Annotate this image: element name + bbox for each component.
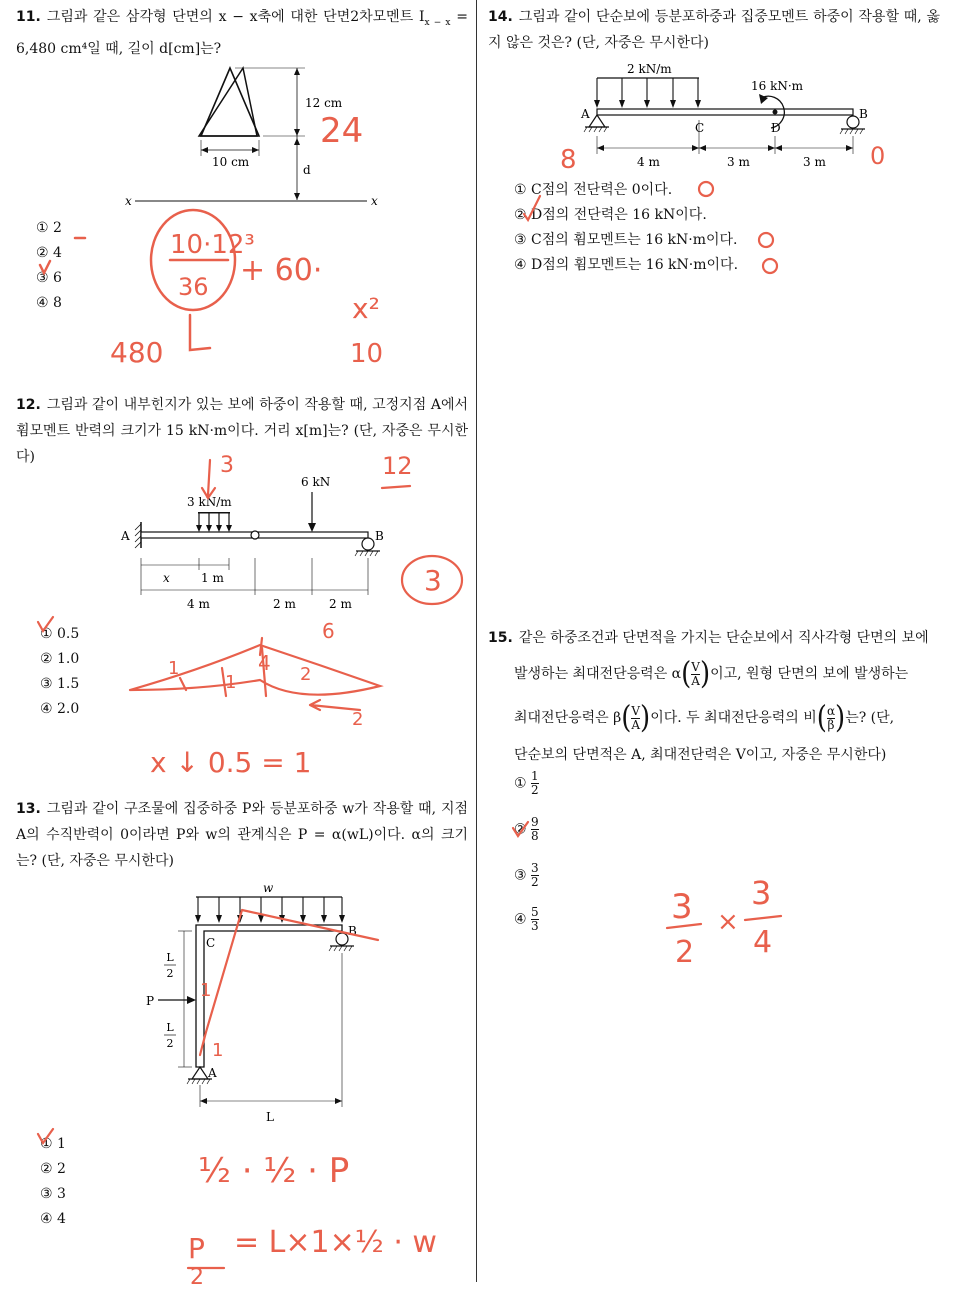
question-14-stem: 14. 그림과 같이 단순보에 등분포하중과 집중모멘트 하중이 작용할 때, 옳지 않은 것은? (단, 자중은 무시한다) (488, 9, 940, 51)
question-15-line4: 단순보의 단면적은 A, 최대전단력은 V이고, 자중은 무시한다) (514, 747, 887, 763)
svg-text:L: L (166, 951, 174, 964)
q11-option-3[interactable]: ③ 6 (36, 270, 62, 286)
svg-text:2 kN/m: 2 kN/m (627, 62, 672, 76)
question-14 (488, 4, 940, 56)
question-15-line1: 15. 같은 하중조건과 단면적을 가지는 단순보에서 직사각형 단면의 보에 (488, 630, 929, 646)
q11-option-2[interactable]: ② 4 (36, 245, 62, 261)
d-label: d (303, 163, 311, 177)
svg-text:10·12³: 10·12³ (170, 230, 255, 260)
svg-text:3: 3 (671, 887, 693, 927)
svg-text:D: D (771, 121, 781, 135)
q15-option-3[interactable]: ③ $\frac{3}{2}$ (514, 861, 539, 889)
svg-text:x: x (163, 571, 170, 585)
svg-text:4: 4 (258, 651, 271, 675)
q12-option-4[interactable]: ④ 2.0 (40, 701, 80, 717)
q12-handwriting (30, 440, 470, 780)
svg-text:6 kN: 6 kN (301, 475, 331, 489)
svg-text:2: 2 (166, 967, 174, 980)
svg-text:4: 4 (753, 925, 773, 960)
axis-right-label: x (371, 194, 378, 208)
svg-text:x ↓ 0.5 = 1: x ↓ 0.5 = 1 (150, 746, 312, 779)
svg-text:C: C (695, 121, 705, 135)
svg-text:A: A (581, 107, 590, 121)
svg-text:4 m: 4 m (637, 155, 660, 169)
base-label: 10 cm (212, 155, 250, 169)
svg-text:3 m: 3 m (803, 155, 826, 169)
svg-text:0: 0 (870, 142, 886, 170)
question-11 (16, 4, 468, 62)
svg-text:3 kN/m: 3 kN/m (187, 495, 232, 509)
svg-text:= L×1×½ · w: = L×1×½ · w (234, 1225, 437, 1260)
column-divider (476, 0, 477, 1282)
svg-text:2: 2 (166, 1037, 174, 1050)
svg-text:P: P (146, 994, 155, 1008)
q14-handwriting (510, 140, 910, 280)
svg-text:w: w (263, 881, 274, 895)
svg-text:480: 480 (110, 336, 164, 369)
question-15 (488, 628, 940, 648)
question-number: 11. (16, 9, 41, 25)
svg-text:24: 24 (320, 111, 364, 151)
svg-text:1: 1 (200, 980, 212, 1001)
q13-option-2[interactable]: ② 2 (40, 1161, 66, 1177)
svg-text:2 m: 2 m (273, 597, 296, 611)
svg-text:A: A (208, 1066, 217, 1080)
q13-handwriting (30, 890, 470, 1290)
height-label: 12 cm (305, 96, 343, 110)
check-mark-icon (40, 261, 50, 273)
svg-text:1: 1 (168, 658, 180, 679)
q15-option-2[interactable]: ② $\frac{9}{8}$ (514, 815, 539, 843)
svg-text:4 m: 4 m (187, 597, 210, 611)
svg-text:16 kN·m: 16 kN·m (751, 79, 804, 93)
svg-text:2 m: 2 m (329, 597, 352, 611)
q15-option-1[interactable]: ① $\frac{1}{2}$ (514, 769, 539, 797)
question-12-stem: 12. 그림과 같이 내부힌지가 있는 보에 하중이 작용할 때, 고정지점 A에서 휨모멘트 반력의 크기가 15 kN·m이다. 거리 x[m]는? (단, 자중은 무시한다) (16, 397, 468, 465)
q13-option-1[interactable]: ① 1 (40, 1136, 66, 1152)
q11-option-1[interactable]: ① 2 (36, 220, 62, 236)
question-15-line2: 발생하는 최대전단응력은 α( $\frac{V}{A}$ )이고, 원형 단면의 보에 발생하는 (514, 656, 909, 692)
check-mark-icon (38, 1129, 53, 1143)
svg-text:B: B (375, 529, 384, 543)
svg-text:B: B (348, 924, 357, 938)
q15-handwriting (505, 800, 805, 970)
q13-option-4[interactable]: ④ 4 (40, 1211, 66, 1227)
question-13-stem: 13. 그림과 같이 구조물에 집중하중 P와 등분포하중 w가 작용할 때, 지점 A의 수직반력이 0이라면 P와 w의 관계식은 P = α(wL)이다. α의 크기는? (단, 자중은 무시한다) (16, 801, 468, 869)
q15-option-4[interactable]: ④ $\frac{5}{3}$ (514, 905, 539, 933)
svg-text:2: 2 (352, 709, 364, 730)
svg-text:3: 3 (220, 453, 234, 478)
svg-text:L: L (166, 1021, 174, 1034)
question-number: 15. (488, 630, 513, 646)
svg-text:36: 36 (178, 273, 209, 301)
svg-text:8: 8 (560, 145, 577, 175)
q14-option-4[interactable]: ④ D점의 휨모멘트는 16 kN·m이다. (514, 257, 739, 273)
q12-option-2[interactable]: ② 1.0 (40, 651, 80, 667)
svg-text:6: 6 (322, 619, 335, 643)
check-mark-icon (38, 617, 53, 631)
svg-text:3: 3 (751, 874, 772, 912)
q12-option-3[interactable]: ③ 1.5 (40, 676, 80, 692)
svg-text:1 m: 1 m (201, 571, 224, 585)
svg-text:2: 2 (190, 1265, 204, 1290)
question-11-stem: 11. 그림과 같은 삼각형 단면의 x − x축에 대한 단면2차모멘트 $I_{x - x} = 6,480$ cm⁴일 때, 길이 d[cm]는? (16, 9, 468, 57)
question-number: 14. (488, 9, 513, 25)
q12-option-1[interactable]: ① 0.5 (40, 626, 80, 642)
svg-text:A: A (121, 529, 130, 543)
svg-text:C: C (206, 936, 216, 950)
question-number: 13. (16, 801, 41, 817)
q11-option-4[interactable]: ④ 8 (36, 295, 62, 311)
svg-text:2: 2 (300, 664, 312, 685)
svg-text:1: 1 (225, 672, 237, 693)
svg-text:2: 2 (675, 935, 695, 970)
q13-option-3[interactable]: ③ 3 (40, 1186, 66, 1202)
svg-text:10: 10 (350, 339, 384, 369)
check-mark-icon (513, 822, 528, 836)
q14-option-3[interactable]: ③ C점의 휨모멘트는 16 kN·m이다. (514, 232, 738, 248)
q14-option-1[interactable]: ① C점의 전단력은 0이다. (514, 182, 673, 198)
svg-text:½ · ½ · P: ½ · ½ · P (198, 1151, 350, 1191)
axis-left-label: x (125, 194, 132, 208)
svg-text:3 m: 3 m (727, 155, 750, 169)
svg-text:B: B (859, 107, 868, 121)
svg-text:x²: x² (352, 292, 380, 325)
check-mark-icon (524, 196, 540, 220)
svg-text:1: 1 (212, 1040, 224, 1061)
svg-text:12: 12 (382, 452, 413, 480)
svg-text:+ 60·: + 60· (240, 253, 323, 288)
question-13 (16, 796, 468, 874)
q11-handwriting (30, 100, 450, 375)
question-15-line3: 최대전단응력은 β( $\frac{V}{A}$ )이다. 두 최대전단응력의 비( $\frac{\alpha}{\beta}$ )는? (단, (514, 700, 895, 736)
svg-text:3: 3 (424, 564, 442, 597)
question-number: 12. (16, 397, 41, 413)
q14-option-2[interactable]: ② D점의 전단력은 16 kN이다. (514, 207, 707, 223)
svg-text:P: P (188, 1232, 205, 1265)
svg-text:L: L (266, 1110, 274, 1124)
svg-text:×: × (717, 907, 739, 937)
